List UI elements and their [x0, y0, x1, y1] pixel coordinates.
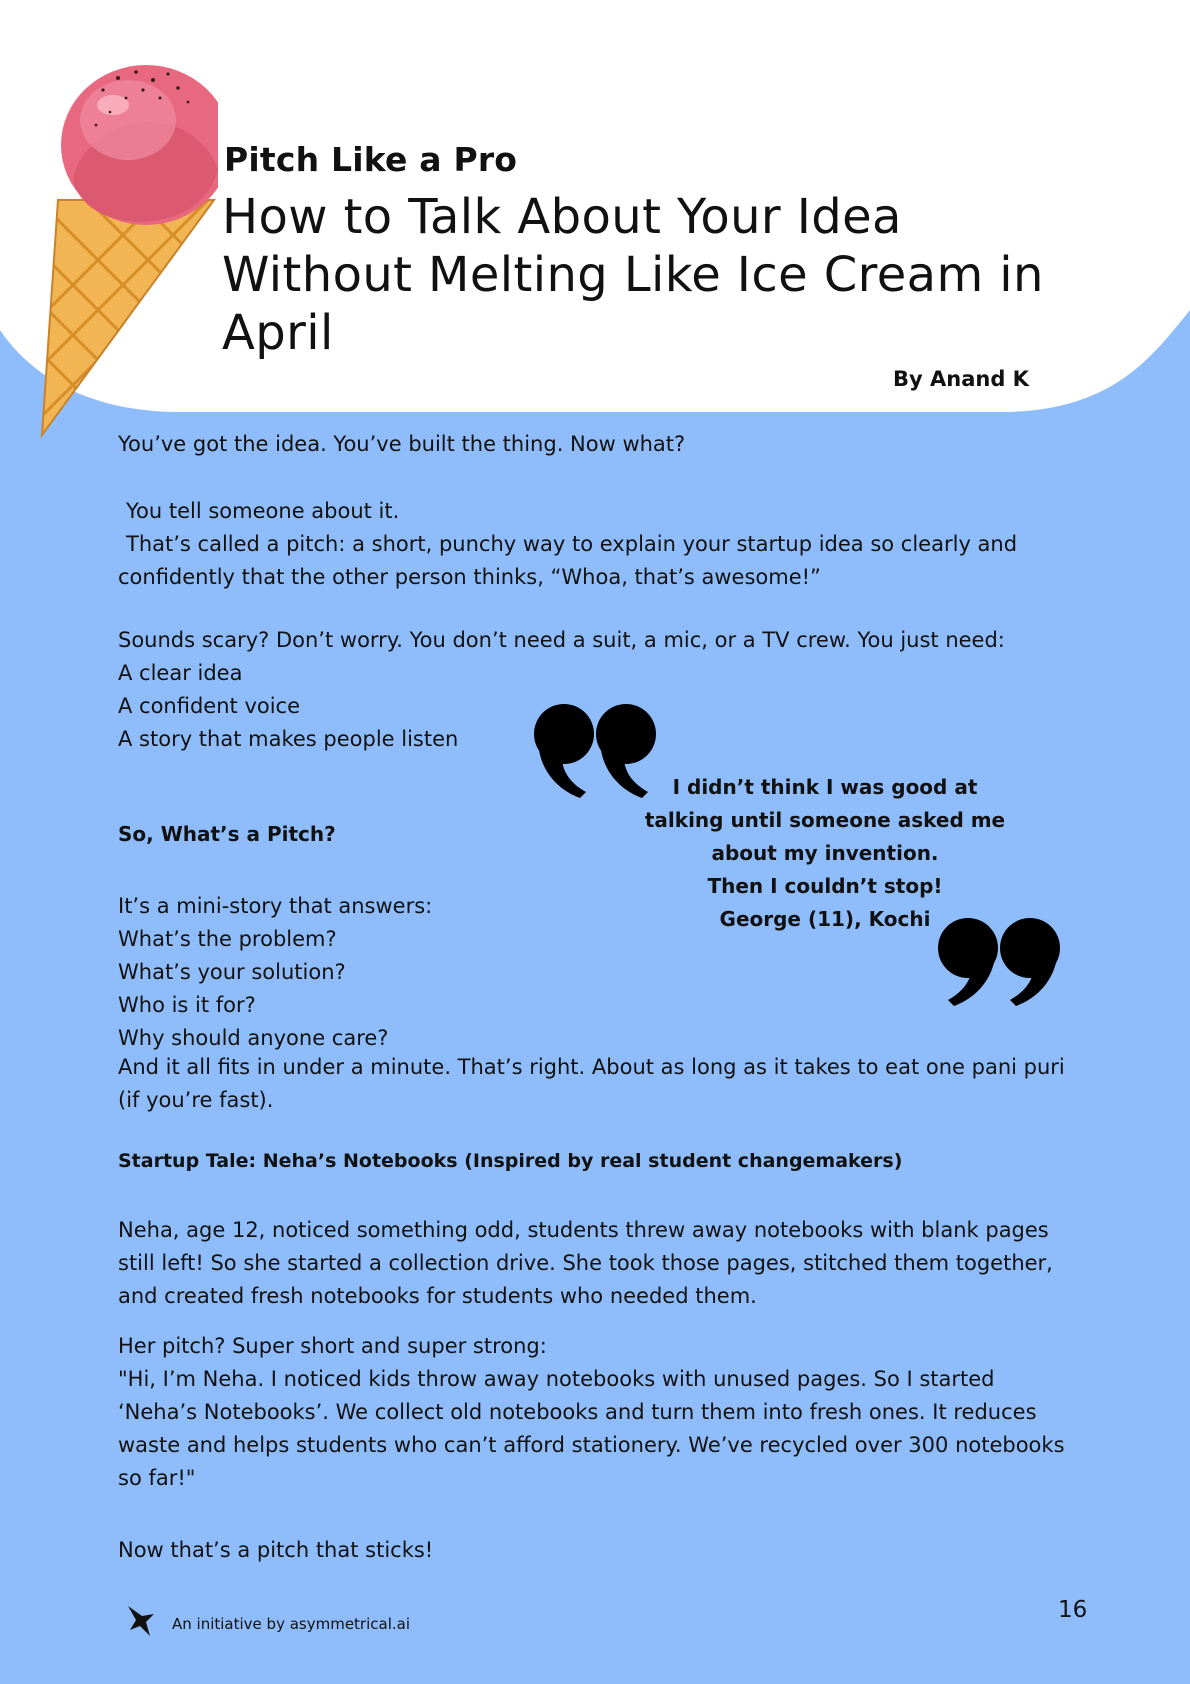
story-closing	[118, 1534, 618, 1567]
ice-cream-cone-icon	[28, 30, 218, 440]
list-item: A story that makes people listen	[118, 727, 459, 751]
pitch-intro: It’s a mini-story that answers:	[118, 894, 433, 918]
pitch-questions	[118, 890, 518, 1055]
section-heading-startup-tale: Startup Tale: Neha’s Notebooks (Inspired by real student changemakers)	[118, 1150, 903, 1172]
quote-line: Then I couldn’t stop!	[707, 874, 943, 898]
pitch-example	[118, 1330, 1078, 1495]
author-byline: By Anand K	[893, 367, 1029, 391]
quote-line: about my invention.	[711, 841, 939, 865]
list-item: Why should anyone care?	[118, 1026, 389, 1050]
needs-intro: Sounds scary? Don’t worry. You don’t need a suit, a mic, or a TV crew. You just need:	[118, 628, 1005, 652]
story-text: Neha, age 12, noticed something odd, students threw away notebooks with blank pages still left! So she started a collection drive. She took those pages, stitched them together, and created fresh notebooks for students who needed them.	[118, 1218, 1053, 1308]
list-item: What’s your solution?	[118, 960, 346, 984]
story-closing-text: Now that’s a pitch that sticks!	[118, 1538, 434, 1562]
footer-initiative: An initiative by asymmetrical.ai	[172, 1615, 410, 1633]
list-item: A clear idea	[118, 661, 243, 685]
section-heading-pitch: So, What’s a Pitch?	[118, 822, 336, 846]
close-quote-icon	[936, 908, 1066, 1008]
intro-line: You tell someone about it.	[126, 499, 400, 523]
page-number: 16	[1058, 1597, 1088, 1623]
intro-paragraph	[118, 428, 1058, 461]
section-kicker: Pitch Like a Pro	[224, 140, 518, 179]
list-item: A confident voice	[118, 694, 301, 718]
intro-line: You’ve got the idea. You’ve built the thing. Now what?	[118, 432, 686, 456]
list-item: What’s the problem?	[118, 927, 337, 951]
pitch-closing	[118, 1051, 1078, 1117]
article-title: How to Talk About Your Idea Without Melting Like Ice Cream in April	[222, 189, 1044, 361]
list-item: Who is it for?	[118, 993, 256, 1017]
bird-logo-icon	[126, 1604, 156, 1638]
quote-line: I didn’t think I was good at	[672, 775, 978, 799]
intro-line: That’s called a pitch: a short, punchy way to explain your startup idea so clearly and confidently that the other person thinks, “Whoa, that’s awesome!”	[118, 532, 1018, 589]
story-paragraph	[118, 1214, 1078, 1313]
pitch-example-intro: Her pitch? Super short and super strong:	[118, 1334, 547, 1358]
quote-line: talking until someone asked me	[644, 808, 1006, 832]
quote-attribution: George (11), Kochi	[719, 907, 931, 931]
pitch-closing-text: And it all fits in under a minute. That’s right. About as long as it takes to eat one pani puri (if you’re fast).	[118, 1055, 1065, 1112]
pitch-example-text: "Hi, I’m Neha. I noticed kids throw away notebooks with unused pages. So I started ‘Neha’s Notebooks’. We collect old notebooks and turn them into fresh ones. It reduces waste and helps students who can’t afford stationery. We’ve recycled over 300 notebooks so far!"	[118, 1367, 1065, 1490]
pitch-definition	[118, 495, 1058, 594]
